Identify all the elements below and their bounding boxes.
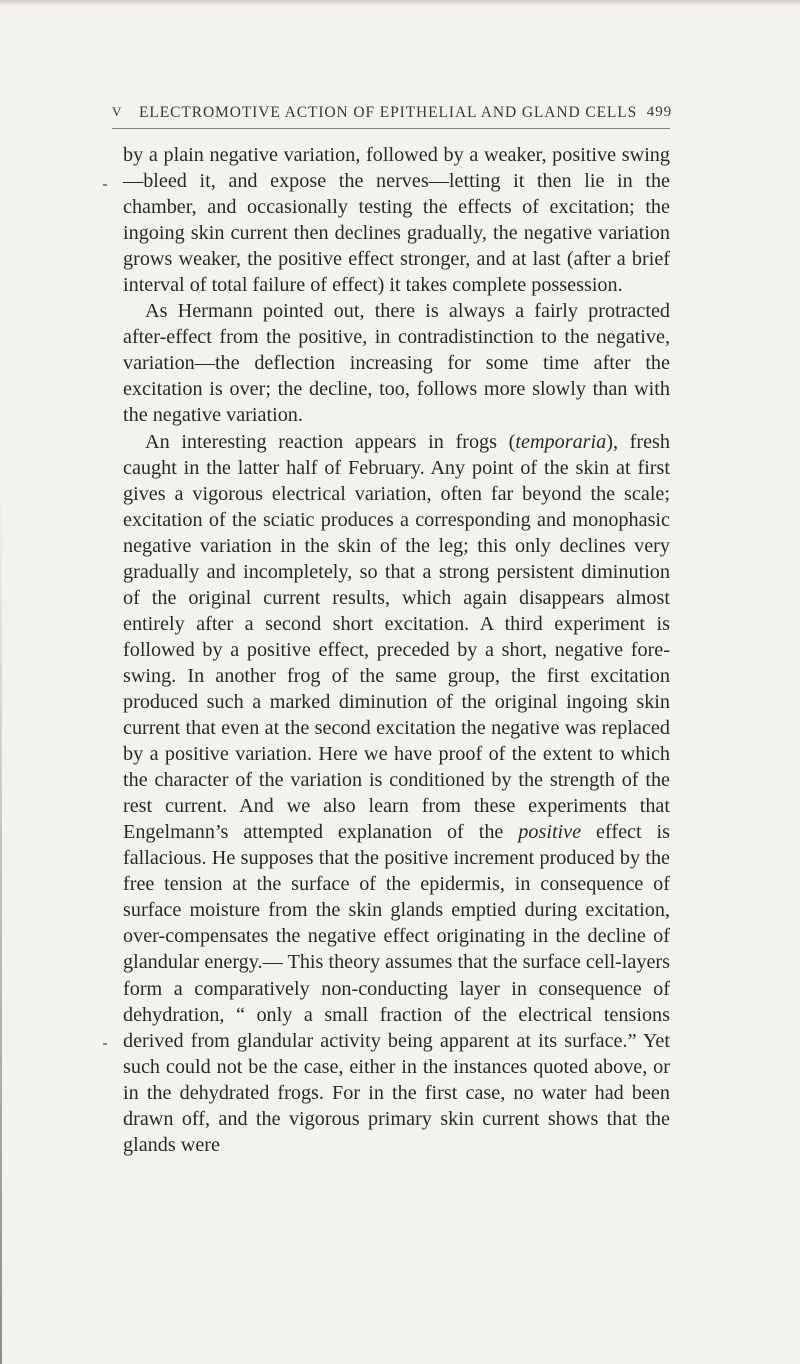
margin-mark xyxy=(103,1043,107,1045)
paragraph-continuation: by a plain negative variation, followed by a weaker, positive swing—bleed it, and expose the nerves—letting it then lie in the chamber, and occasionally testing the effects of excitation; the ingoing skin current then declines gradually, the negative variation grows weaker, the positive effect stronger, and at last (after a brief interval of total failure of effect) it takes complete possession. xyxy=(123,144,670,297)
paragraph-frogs-text-a: An interesting reaction appears in frogs ( xyxy=(145,430,516,453)
scan-shadow xyxy=(0,0,800,6)
species-italic: temporaria xyxy=(515,430,607,453)
paragraph-hermann: As Hermann pointed out, there is always a fairly protracted after-effect from the positive, in contradistinction to the negative, variation—the deflection increasing for some time after the excitation is over; the decline, too, follows more slowly than with the negative variation. xyxy=(123,300,670,427)
positive-italic: positive xyxy=(518,821,582,844)
chapter-number: V xyxy=(112,104,123,119)
body-text xyxy=(123,142,670,1158)
margin-mark xyxy=(103,184,107,186)
binding-edge xyxy=(0,480,2,1364)
paragraph-frogs-text-b: ), fresh caught in the latter half of February. Any point of the skin at first gives a vigorous electrical variation, often far beyond the scale; excitation of the sciatic produces a corresponding and monophasic negative variation in the skin of the leg; this only declines very gradually and incompletely, so that a strong persistent diminution of the original current results, which again disappears almost entirely after a second short excitation. A third experiment is followed by a positive effect, preceded by a short, negative fore-swing. In another frog of the same group, the first excitation produced such a marked diminution of the original ingoing skin current that even at the second excitation the negative was replaced by a positive variation. Here we have proof of the extent to which the character of the variation is conditioned by the strength of the rest current. And we also learn from these experiments that Engelmann’s attempted explanation of the xyxy=(123,430,670,844)
running-head xyxy=(112,104,670,134)
page-number: 499 xyxy=(646,104,672,120)
running-title: ELECTROMOTIVE ACTION OF EPITHELIAL AND GLAND CELLS xyxy=(139,104,638,121)
header-rule xyxy=(112,128,670,129)
paragraph-frogs-text-c: effect is fallacious. He supposes that the positive increment produced by the free tension at the surface of the epidermis, in consequence of surface moisture from the skin glands emptied during excitation, over-compensates the negative effect originating in the decline of glandular energy.— This theory assumes that the surface cell-layers form a comparatively non-conducting layer in consequence of dehydration, “ only a small fraction of the electrical tensions derived from glandular activity being apparent at its surface.” Yet such could not be the case, either in the instances quoted above, or in the dehydrated frogs. For in the first case, no water had been drawn off, and the vigorous primary skin current shows that the glands were xyxy=(123,821,670,1156)
paragraph-frogs xyxy=(123,429,670,1158)
